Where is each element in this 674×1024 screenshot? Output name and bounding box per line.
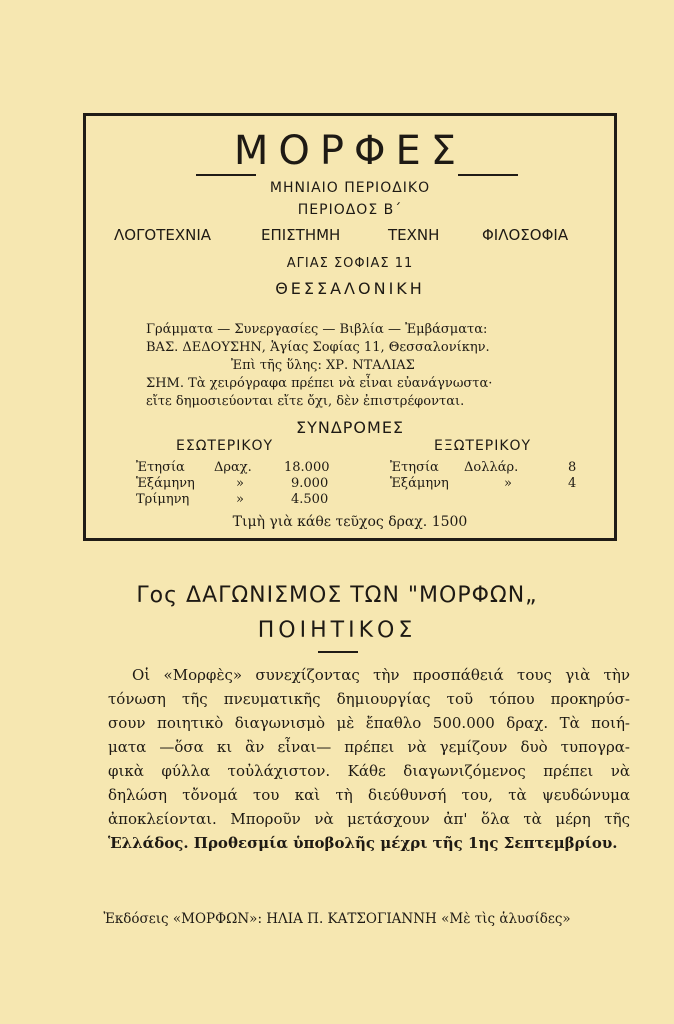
contact-line-3: Ἐπὶ τῆς ὕλης: ΧΡ. ΝΤΑΛΙΑΣ <box>231 358 415 373</box>
domestic-period-semi: Ἑξάμηνη <box>136 476 195 491</box>
masthead-box <box>83 113 617 541</box>
title-rule-right <box>458 174 518 176</box>
foreign-unit-semi: » <box>504 476 512 491</box>
masthead-street: ΑΓΙΑΣ ΣΟΦΙΑΣ 11 <box>286 256 414 271</box>
domestic-unit-annual: Δραχ. <box>214 460 252 475</box>
foreign-amount-annual: 8 <box>568 460 577 475</box>
competition-line-8: Ἑλλάδος. Προθεσμία ὑποβολῆς μέχρι τῆς 1ης Σεπτεμβρίου. <box>108 834 618 852</box>
domestic-amount-semi: 9.000 <box>291 476 329 491</box>
subject-science: ΕΠΙΣΤΗΜΗ <box>261 226 341 244</box>
issue-price: Τιμὴ γιὰ κάθε τεῦχος δραχ. 1500 <box>232 514 468 530</box>
title-rule-left <box>196 174 256 176</box>
subject-philosophy: ΦΙΛΟΣΟΦΙΑ <box>482 226 569 244</box>
contact-note-1: ΣΗΜ. Τὰ χειρόγραφα πρέπει νὰ εἶναι εὐανάγνωστα· <box>146 376 493 391</box>
competition-line-2: τόνωση τῆς πνευματικῆς δημιουργίας τοῦ τόπου προκηρύσ- <box>108 690 630 708</box>
masthead-title: ΜΟΡΦΕΣ <box>233 128 467 174</box>
competition-line-7: ἀποκλείονται. Μποροῦν νὰ μετάσχουν ἀπ' ὅλα τὰ μέρη τῆς <box>108 810 630 828</box>
contact-note-2: εἴτε δημοσιεύονται εἴτε ὄχι, δὲν ἐπιστρέφονται. <box>146 394 465 409</box>
foreign-unit-annual: Δολλάρ. <box>464 460 519 475</box>
domestic-header: ΕΣΩΤΕΡΙΚΟΥ <box>176 438 274 454</box>
competition-line-4: ματα —ὅσα κι ἂν εἶναι— πρέπει νὰ γεμίζουν δυὸ τυπογρα- <box>108 738 630 756</box>
foreign-amount-semi: 4 <box>568 476 577 491</box>
domestic-amount-annual: 18.000 <box>284 460 330 475</box>
competition-line-1: Οἱ «Μορφὲς» συνεχίζοντας τὴν προσπάθειά τους γιὰ τὴν <box>132 666 630 684</box>
domestic-unit-quarter: » <box>236 492 244 507</box>
competition-heading: Γος ΔΑΓΩΝΙΣΜΟΣ ΤΩΝ "ΜΟΡΦΩΝ„ <box>136 583 538 608</box>
masthead-subtitle: ΜΗΝΙΑΙΟ ΠΕΡΙΟΔΙΚΟ <box>269 180 431 196</box>
domestic-period-quarter: Τρίμηνη <box>136 492 190 507</box>
subscriptions-title: ΣΥΝΔΡΟΜΕΣ <box>295 418 405 437</box>
foreign-period-annual: Ἐτησία <box>390 460 439 475</box>
foreign-header: ΕΞΩΤΕΡΙΚΟΥ <box>434 438 532 454</box>
contact-line-2: ΒΑΣ. ΔΕΔΟΥΣΗΝ, Ἁγίας Σοφίας 11, Θεσσαλονίκην. <box>146 340 490 355</box>
subject-literature: ΛΟΓΟΤΕΧΝΙΑ <box>114 226 212 244</box>
contact-line-1: Γράμματα — Συνεργασίες — Βιβλία — Ἐμβάσματα: <box>146 322 488 337</box>
foreign-period-semi: Ἑξάμηνη <box>390 476 449 491</box>
domestic-amount-quarter: 4.500 <box>291 492 329 507</box>
subject-art: ΤΕΧΝΗ <box>388 226 440 244</box>
masthead-city: ΘΕΣΣΑΛΟΝΙΚΗ <box>275 279 425 298</box>
competition-line-3: σουν ποιητικὸ διαγωνισμὸ μὲ ἔπαθλο 500.000 δραχ. Τὰ ποιή- <box>108 714 630 732</box>
masthead-period: ΠΕΡΙΟΔΟΣ Β΄ <box>297 202 403 218</box>
footer-publisher: Ἐκδόσεις «ΜΟΡΦΩΝ»: ΗΛΙΑ Π. ΚΑΤΣΟΓΙΑΝΝΗ «Μὲ τὶς ἁλυσίδες» <box>103 911 571 927</box>
competition-line-6: δηλώση τὄνομά του καὶ τὴ διεύθυνσή του, τὰ ψευδώνυμα <box>108 786 630 804</box>
domestic-period-annual: Ἐτησία <box>136 460 185 475</box>
competition-subheading: ΠΟΙΗΤΙΚΟΣ <box>257 618 417 643</box>
competition-line-5: φικὰ φύλλα τοὐλάχιστον. Κάθε διαγωνιζόμενος πρέπει νὰ <box>108 762 630 780</box>
section-divider <box>318 651 358 653</box>
domestic-unit-semi: » <box>236 476 244 491</box>
